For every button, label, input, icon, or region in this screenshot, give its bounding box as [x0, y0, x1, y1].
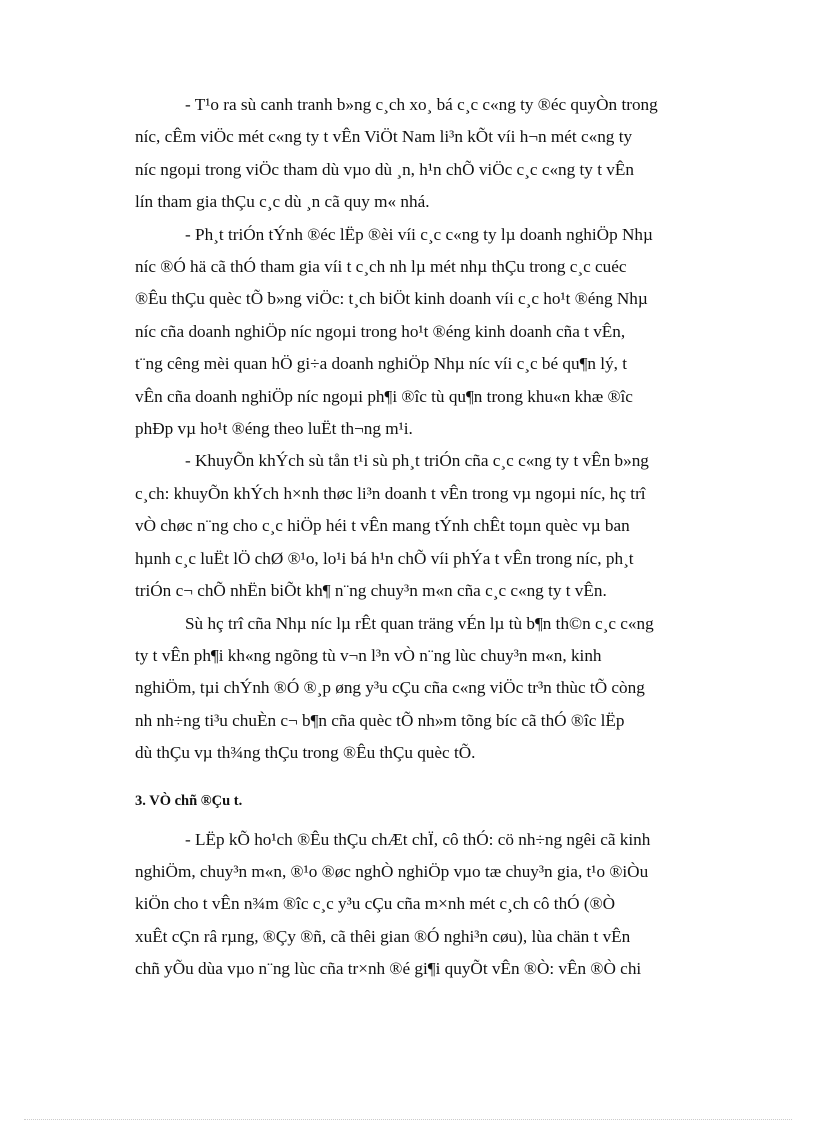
text-line: t¨ng cêng mèi quan hÖ gi÷a doanh nghiÖp Nhµ níc víi c¸c bé qu¶n lý, t: [135, 354, 628, 374]
text-line: dù thÇu vµ th¾ng thÇu trong ®Êu thÇu quèc tÕ.: [135, 743, 476, 763]
text-line: vÒ chøc n¨ng cho c¸c hiÖp héi t vÊn mang tÝnh chÊt toµn quèc vµ ban: [135, 516, 630, 536]
text-line: níc, cÊm viÖc mét c«ng ty t vÊn ViÖt Nam li³n kÕt víi h¬n mét c«ng ty: [135, 127, 633, 147]
text-line: chñ yÕu dùa vµo n¨ng lùc cña tr×nh ®é gi¶i quyÕt vÊn ®Ò: vÊn ®Ò chi: [135, 959, 642, 979]
paragraph-competition: [135, 89, 720, 219]
text-line: - KhuyÕn khÝch sù tån t¹i sù ph¸t triÓn cña c¸c c«ng ty t vÊn b»ng: [185, 451, 649, 471]
paragraph-state-support: [135, 608, 720, 770]
text-line: nghiÖm, chuy³n m«n, ®¹o ®øc nghÒ nghiÖp vµo tæ chuy³n gia, t¹o ®iÒu: [135, 861, 649, 881]
text-line: nh nh÷ng ti³u chuÈn c¬ b¶n cña quèc tÕ nh»m tõng bíc cã thÓ ®îc lËp: [135, 710, 625, 730]
text-line: c¸ch: khuyÕn khÝch h×nh thøc li³n doanh t vÊn trong vµ ngoµi níc, hç trî: [135, 483, 646, 503]
text-line: kiÖn cho t vÊn n¾m ®îc c¸c y³u cÇu cña m×nh mét c¸ch cô thÓ (®Ò: [135, 894, 616, 914]
text-line: níc ®Ó hä cã thÓ tham gia víi t c¸ch nh lµ mét nhµ thÇu trong c¸c cuéc: [135, 257, 627, 277]
body-text: [135, 89, 720, 986]
text-line: ®Êu thÇu quèc tÕ b»ng viÖc: t¸ch biÖt kinh doanh víi c¸c ho¹t ®éng Nhµ: [135, 289, 648, 309]
text-line: triÓn c¬ chÕ nhËn biÕt kh¶ n¨ng chuy³n m«n cña c¸c c«ng ty t vÊn.: [135, 581, 607, 601]
section-heading: 3. VÒ chñ ®Çu t.: [135, 792, 243, 809]
text-line: hµnh c¸c luËt lÖ chØ ®¹o, lo¹i bá h¹n chÕ víi phÝa t vÊn trong níc, ph¸t: [135, 548, 634, 568]
paragraph-encouragement: [135, 445, 720, 607]
text-line: phÐp vµ ho¹t ®éng theo luËt th¬ng m¹i.: [135, 419, 413, 439]
text-line: ty t vÊn ph¶i kh«ng ngõng tù v¬n l³n vÒ n¨ng lùc chuy³n m«n, kinh: [135, 645, 602, 665]
text-line: níc ngoµi trong viÖc tham dù vµo dù ¸n, h¹n chÕ viÖc c¸c c«ng ty t vÊn: [135, 159, 634, 179]
text-line: - LËp kÕ ho¹ch ®Êu thÇu chÆt chÏ, cô thÓ: cö nh÷ng ngêi cã kinh: [185, 829, 651, 849]
text-line: Sù hç trî cña Nhµ níc lµ rÊt quan träng vÉn lµ tù b¶n th©n c¸c c«ng: [185, 613, 654, 633]
text-line: nghiÖm, tµi chÝnh ®Ó ®¸p øng y³u cÇu cña c«ng viÖc tr³n thùc tÕ còng: [135, 678, 645, 698]
text-line: lín tham gia thÇu c¸c dù ¸n cã quy m« nhá.: [135, 192, 430, 212]
text-line: níc cña doanh nghiÖp níc ngoµi trong ho¹t ®éng kinh doanh cña t vÊn,: [135, 321, 626, 341]
page-bottom-divider: [24, 1119, 792, 1120]
text-line: - T¹o ra sù canh tranh b»ng c¸ch xo¸ bá c¸c c«ng ty ®éc quyÒn trong: [185, 95, 658, 114]
text-line: - Ph¸t triÓn tÝnh ®éc lËp ®èi víi c¸c c«ng ty lµ doanh nghiÖp Nhµ: [185, 224, 653, 244]
text-line: vÊn cña doanh nghiÖp níc ngoµi ph¶i ®îc tù qu¶n trong khu«n khæ ®îc: [135, 386, 633, 406]
paragraph-planning: [135, 824, 720, 986]
paragraph-independence: [135, 219, 720, 446]
text-line: xuÊt cÇn râ rµng, ®Çy ®ñ, cã thêi gian ®Ó nghi³n cøu), lùa chän t vÊn: [135, 926, 631, 946]
